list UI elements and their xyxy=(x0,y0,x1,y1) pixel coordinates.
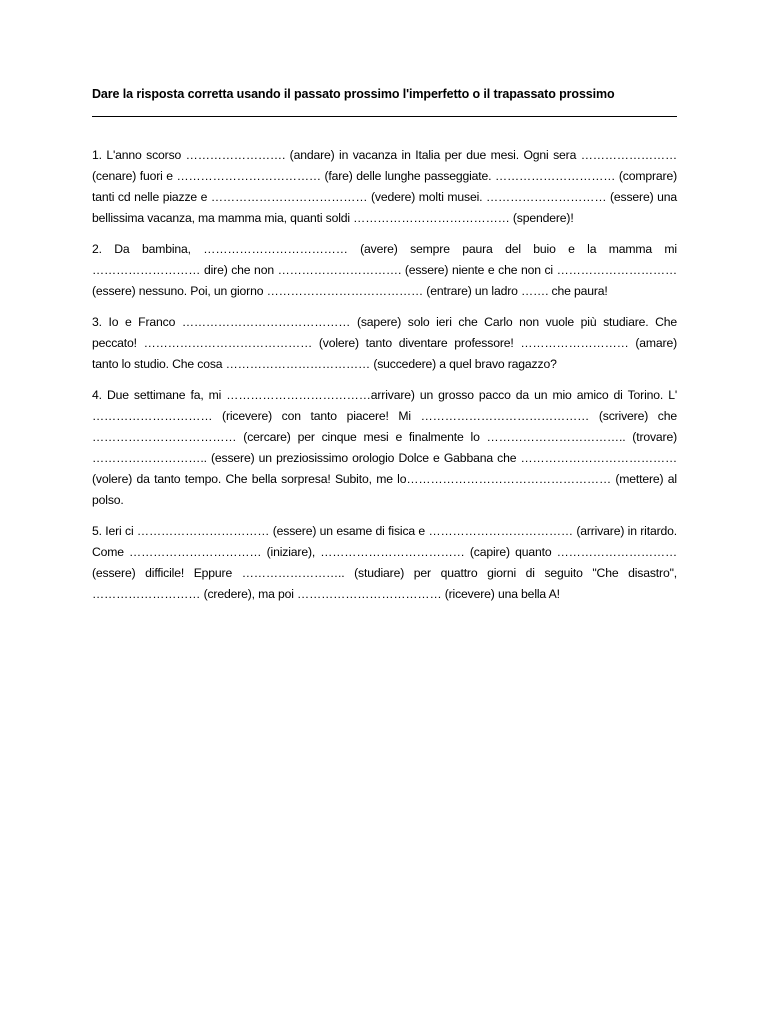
exercise-5: 5. Ieri ci …………………………… (essere) un esame di fisica e ……………………………… (arrivare) in ritardo. Come …………………………… (iniziare), ……………………………… (capire) quanto …………………………(essere) difficile! Eppure …………………….. (studiare) per quattro giorni di seguito "Che disastro", ……………………… (credere), ma poi ……………………………… (ricevere) una bella A! xyxy=(92,524,677,601)
exercise-1: 1. L'anno scorso ……………………. (andare) in vacanza in Italia per due mesi. Ogni sera …………………… (cenare) fuori e ……………………………… (fare) delle lunghe passeggiate. ………………………… (comprare) tanti cd nelle piazze e ………………………………… (vedere) molti musei. ………………………… (essere) una bellissima vacanza, ma mamma mia, quanti soldi ………………………………… (spendere)! xyxy=(92,148,677,225)
exercise-4: 4. Due settimane fa, mi ………………………………arrivare) un grosso pacco da un mio amico di Torino. L' ………………………… (ricevere) con tanto piacere! Mi …………………………………… (scrivere) che ……………………………… (cercare) per cinque mesi e finalmente lo …………………………….. (trovare) ……………………….. (essere) un preziosissimo orologio Dolce e Gabbana che ………………………………… (volere) da tanto tempo. Che bella sorpresa! Subito, me lo…………………………………………… (mettere) al polso. xyxy=(92,388,677,507)
exercise-2: 2. Da bambina, ……………………………… (avere) sempre paura del buio e la mamma mi ……………………… dire) che non …………………………. (essere) niente e che non ci ………………………… (essere) nessuno. Poi, un giorno ………………………………… (entrare) un ladro ……. che paura! xyxy=(92,242,677,298)
worksheet-title: Dare la risposta corretta usando il passato prossimo l'imperfetto o il trapassato prossimo xyxy=(92,87,615,101)
exercise-3: 3. Io e Franco …………………………………… (sapere) solo ieri che Carlo non vuole più studiare. Che peccato! …………………………………… (volere) tanto diventare professore! ……………………… (amare) tanto lo studio. Che cosa ……………………………… (succedere) a quel bravo ragazzo? xyxy=(92,315,677,371)
title-divider xyxy=(92,116,677,117)
worksheet-page xyxy=(92,84,677,615)
